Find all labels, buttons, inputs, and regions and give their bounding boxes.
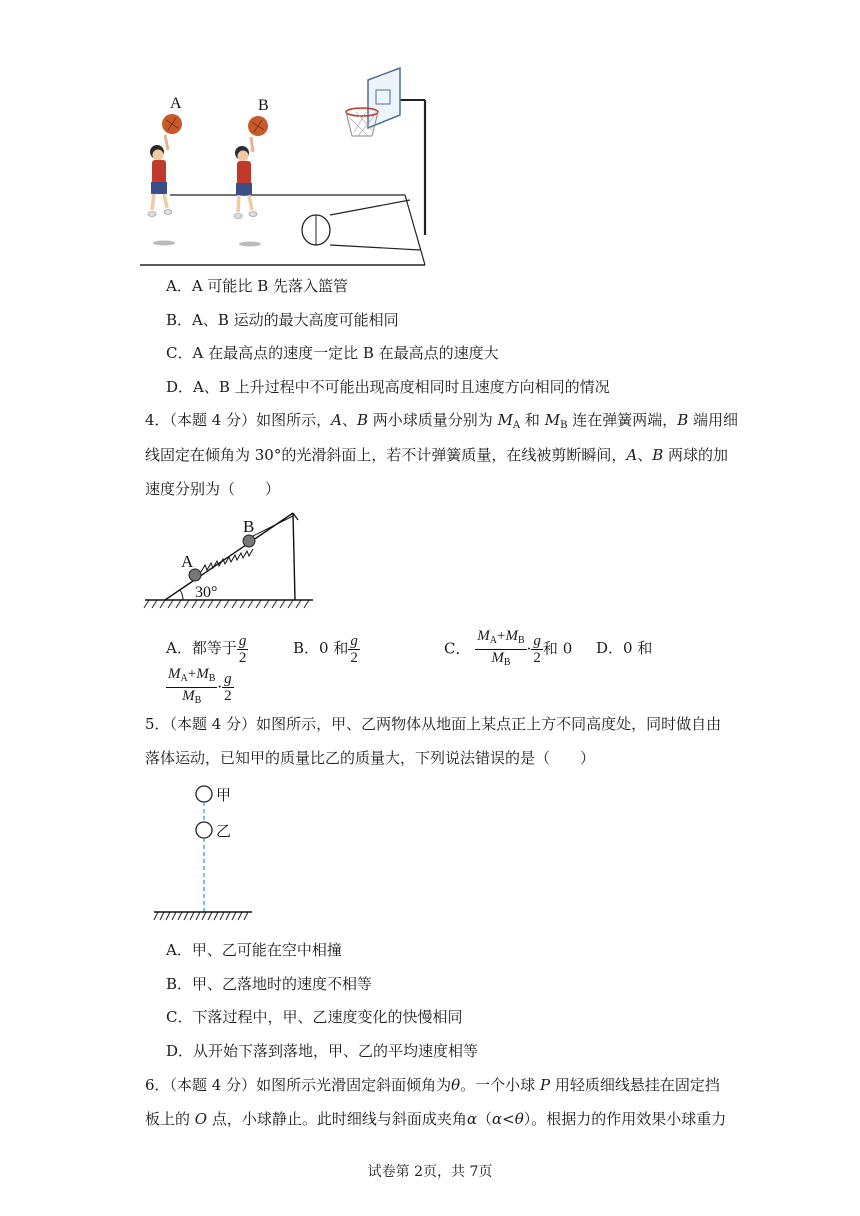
ball-b-icon — [243, 535, 255, 547]
q4-option-d: D．0 和 — [596, 639, 653, 657]
angle-label: 30° — [195, 584, 218, 601]
label-jia: 甲 — [216, 786, 232, 804]
q3-option-c: C．A 在最高点的速度一定比 B 在最高点的速度大 — [166, 344, 499, 362]
q3-option-a: A．A 可能比 B 先落入篮管 — [166, 277, 348, 295]
q5-option-d: D．从开始下落到落地，甲、乙的平均速度相等 — [166, 1042, 479, 1060]
q3-option-d: D．A、B 上升过程中不可能出现高度相同时且速度方向相同的情况 — [166, 378, 610, 396]
q4-stem-line-2: 线固定在倾角为 30°的光滑斜面上，若不计弹簧质量，在线被剪断瞬间，A、B 两球的加 — [145, 446, 729, 464]
q3-option-b: B．A、B 运动的最大高度可能相同 — [166, 311, 399, 329]
ball-yi-icon — [196, 822, 212, 838]
q5-option-c: C．下落过程中，甲、乙速度变化的快慢相同 — [166, 1008, 463, 1026]
ball-jia-icon — [196, 786, 212, 802]
q5-option-a: A．甲、乙可能在空中相撞 — [166, 941, 342, 959]
q6-stem-line-2: 板上的 O 点，小球静止。此时细线与斜面成夹角α（α<θ）。根据力的作用效果小球重力 — [145, 1110, 727, 1128]
q6-stem-line-1: 6．（本题 4 分）如图所示光滑固定斜面倾角为θ。一个小球 P 用轻质细线悬挂在固定挡 — [145, 1076, 720, 1094]
q4-option-d-fraction: $\frac{M_A+M_B}{M_B}$ · $\frac{g}{2}$ — [168, 666, 232, 706]
ball-a-label: A — [181, 552, 194, 571]
player-a-icon — [148, 114, 182, 246]
player-b-icon — [234, 116, 268, 247]
q4-option-c: C． $\frac{M_A+M_B}{M_B}$ · $\frac{g}{2}$ 和 0 — [444, 628, 573, 668]
player-b-label: B — [258, 97, 269, 114]
player-a-label: A — [170, 95, 182, 112]
q4-option-b: B．0 和 $\frac{g}{2}$ — [293, 632, 358, 666]
q4-stem-line-3: 速度分别为（ ） — [145, 480, 281, 498]
q5-stem-line-2: 落体运动，已知甲的质量比乙的质量大，下列说法错误的是（ ） — [145, 749, 596, 767]
q4-stem-line-1: 4．（本题 4 分）如图所示，A、B 两小球质量分别为 $M_A$ 和 $M_B$ 连在弹簧两端，B 端用细 — [145, 411, 739, 431]
q4-option-a: A．都等于 $\frac{g}{2}$ — [166, 632, 247, 666]
free-fall-figure — [150, 780, 260, 925]
label-yi: 乙 — [216, 822, 232, 840]
basketball-figure — [140, 60, 440, 270]
q5-stem-line-1: 5．（本题 4 分）如图所示，甲、乙两物体从地面上某点正上方不同高度处，同时做自由 — [145, 715, 722, 733]
ball-b-label: B — [243, 517, 255, 536]
q5-option-b: B．甲、乙落地时的速度不相等 — [166, 975, 373, 993]
incline-figure — [143, 508, 318, 613]
page-footer: 试卷第 2页，共 7页 — [367, 1164, 493, 1180]
